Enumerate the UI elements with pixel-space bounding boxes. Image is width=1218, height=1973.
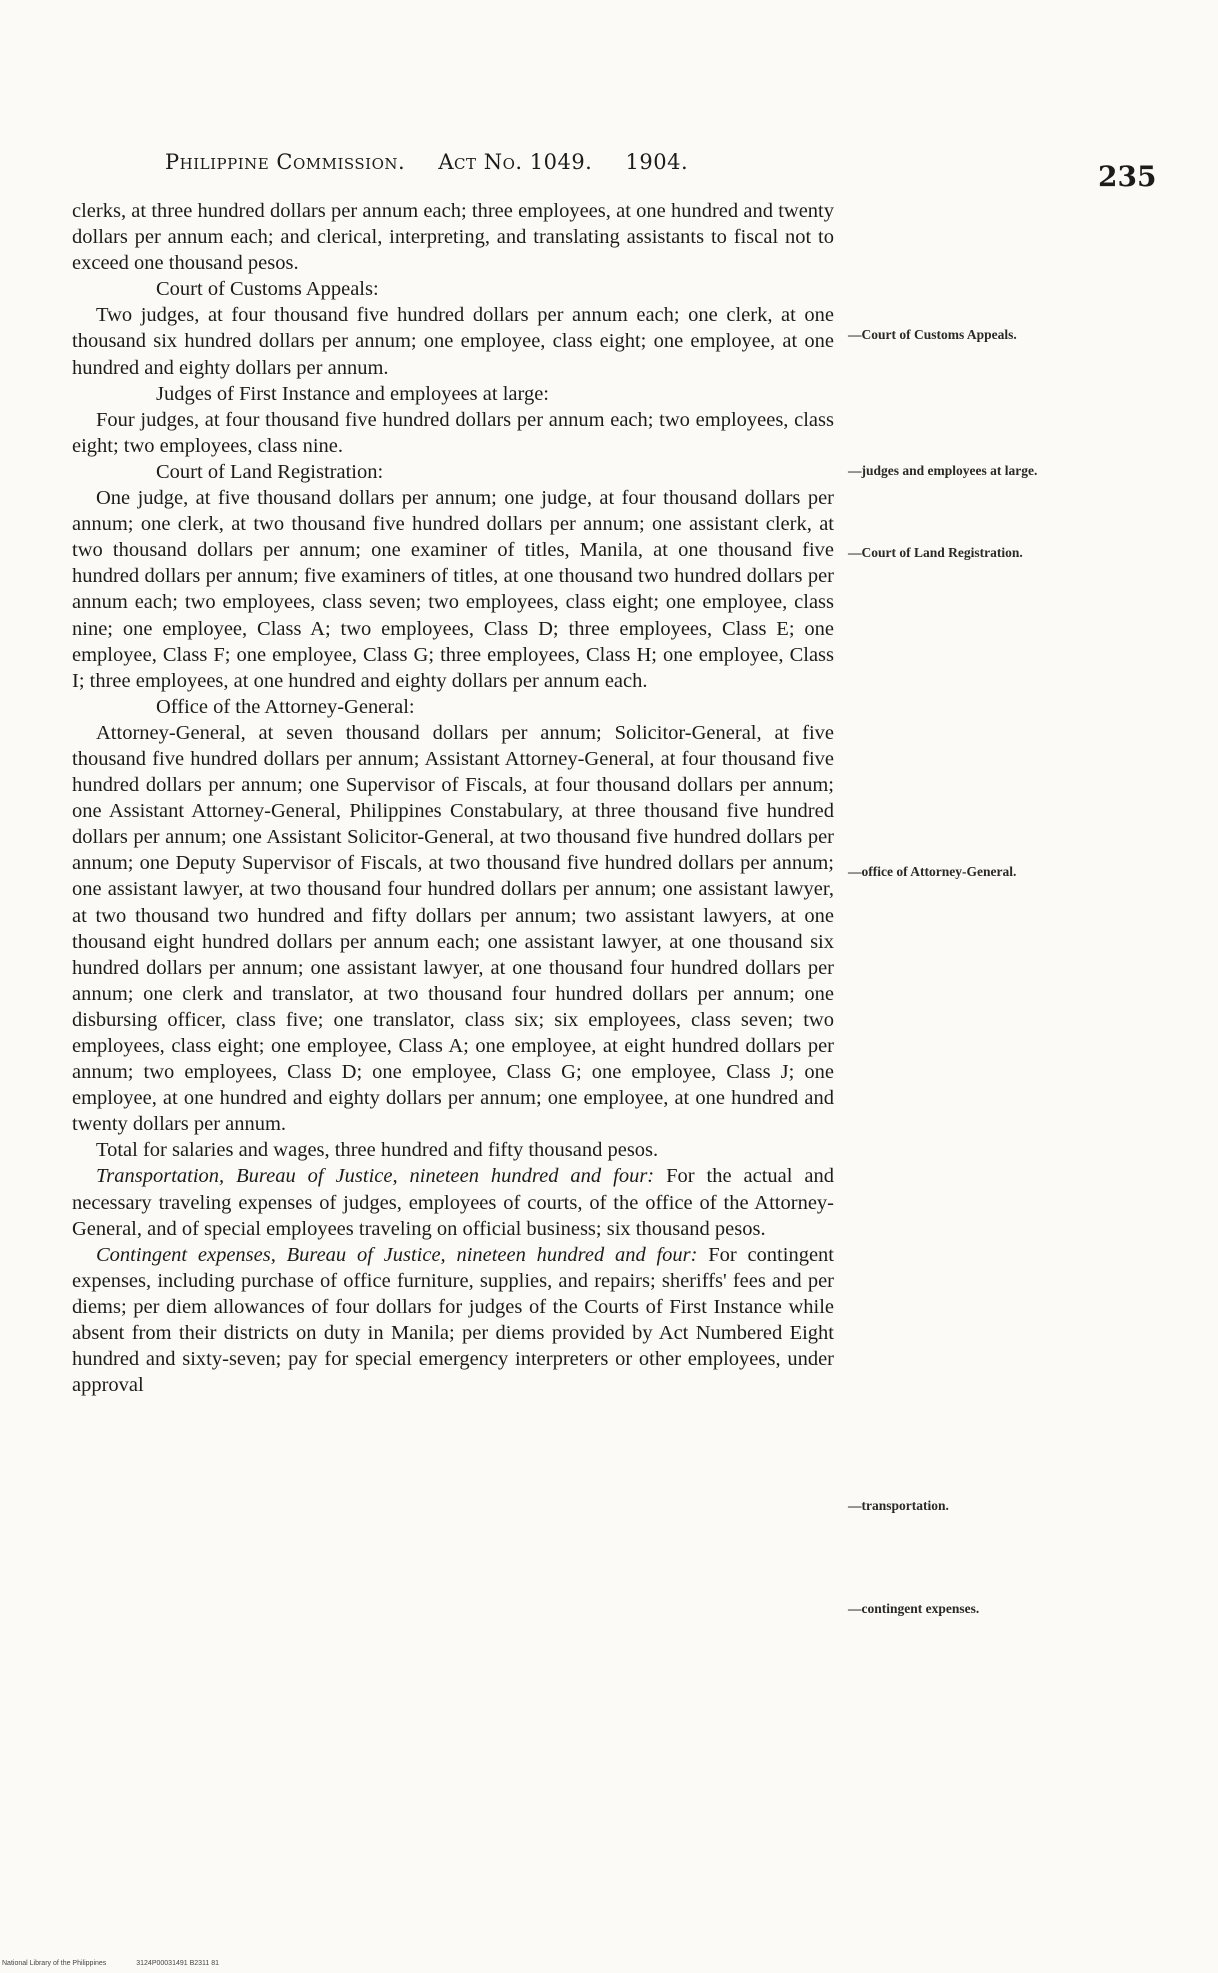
paragraph-total-salaries: Total for salaries and wages, three hundred and fifty thousand pesos.: [96, 1139, 659, 1162]
paragraph-customs: Two judges, at four thousand five hundred dollars per annum each; one clerk, at one thousand six hundred dollars per annum; one employee, class eight; one employee, at one hundred and eighty dollars per annum.: [72, 304, 834, 379]
paragraph-land-registration: One judge, at five thousand dollars per annum; one judge, at four thousand dollars per annum; one clerk, at two thousand five hundred dollars per annum; one assistant clerk, at two thousand dollars per annum; one examiner of titles, Manila, at one thousand five hundred dollars per annum; five examiners of titles, at one thousand two hundred dollars per annum each; two employees, class seven; two employees, class eight; one employee, class nine; one employee, Class A; two employees, Class D; three employees, Class E; one employee, Class F; one employee, Class G; three employees, Class H; one employee, Class I; three employees, at one hundred and eighty dollars per annum each.: [72, 487, 834, 692]
transportation-text: For the actual and necessary traveling expenses of judges, employees of courts, of the office of the Attorney-General, and of special employees traveling on official business; six thousand pesos.: [72, 1165, 834, 1240]
running-head-act: Act No. 1049.: [438, 150, 593, 174]
running-head-year: 1904.: [625, 150, 689, 174]
section-heading-customs: Court of Customs Appeals:: [156, 278, 379, 301]
margin-note-attorney-general: —office of Attorney-General.: [848, 864, 1017, 879]
section-heading-attorney-general: Office of the Attorney-General:: [156, 695, 415, 718]
paragraph-fiscal-clerks: clerks, at three hundred dollars per annum each; three employees, at one hundred and twenty dollars per annum each; and clerical, interpreting, and translating assistants to fiscal not to exceed one thousand pesos.: [72, 200, 834, 275]
paragraph-judges: Four judges, at four thousand five hundred dollars per annum each; two employees, class eight; two employees, class nine.: [72, 408, 834, 457]
margin-note-judges: —judges and employees at large.: [848, 463, 1038, 478]
margin-note-customs: —Court of Customs Appeals.: [848, 327, 1017, 342]
margin-note-contingent: —contingent expenses.: [848, 1601, 980, 1616]
contingent-heading: Contingent expenses, Bureau of Justice, nineteen hundred and four:: [96, 1243, 698, 1266]
paragraph-transportation: [72, 1163, 834, 1241]
section-heading-land-registration: Court of Land Registration:: [156, 460, 384, 483]
footer-code: 3124P00031491 B2311 81: [136, 1960, 220, 1967]
paragraph-contingent-expenses: [72, 1242, 834, 1399]
body-text: [72, 198, 834, 1398]
paragraph-attorney-general: Attorney-General, at seven thousand dollars per annum; Solicitor-General, at five thousand five hundred dollars per annum; Assistant Attorney-General, at four thousand five hundred dollars per annum; one Supervisor of Fiscals, at four thousand dollars per annum; one Assistant Attorney-General, Philippines Constabulary, at three thousand five hundred dollars per annum; one Assistant Solicitor-General, at two thousand five hundred dollars per annum; one Deputy Supervisor of Fiscals, at two thousand five hundred dollars per annum; one assistant lawyer, at two thousand four hundred dollars per annum; one assistant lawyer, at two thousand two hundred and fifty dollars per annum; two assistant lawyers, at one thousand eight hundred dollars per annum each; one assistant lawyer, at one thousand six hundred dollars per annum; one assistant lawyer, at one thousand four hundred dollars per annum; one clerk and translator, at two thousand four hundred dollars per annum; one disbursing officer, class five; one translator, class six; six employees, class seven; two employees, class eight; one employee, Class A; one employee, at eight hundred dollars per annum; two employees, Class D; one employee, Class G; one employee, Class J; one employee, at one hundred and eighty dollars per annum; one employee, at one hundred and twenty dollars per annum.: [72, 721, 834, 1136]
transportation-heading: Transportation, Bureau of Justice, nineteen hundred and four:: [96, 1165, 655, 1188]
section-heading-judges: Judges of First Instance and employees at large:: [156, 382, 550, 405]
scan-footer: [2, 1960, 247, 1967]
page-number: 235: [1098, 160, 1157, 193]
margin-note-transportation: —transportation.: [848, 1498, 949, 1513]
footer-library: National Library of the Philippines: [2, 1960, 107, 1967]
running-head-title: Philippine Commission.: [165, 150, 406, 174]
running-head: [165, 150, 865, 174]
margin-note-land-registration: —Court of Land Registration.: [848, 545, 1023, 560]
contingent-text: For contingent expenses, including purchase of office furniture, supplies, and repairs; sheriffs' fees and per diems; per diem allowances of four dollars for judges of the Courts of First Instance while absent from their districts on duty in Manila; per diems provided by Act Numbered Eight hundred and sixty-seven; pay for special emergency interpreters or other employees, under approval: [72, 1243, 834, 1397]
